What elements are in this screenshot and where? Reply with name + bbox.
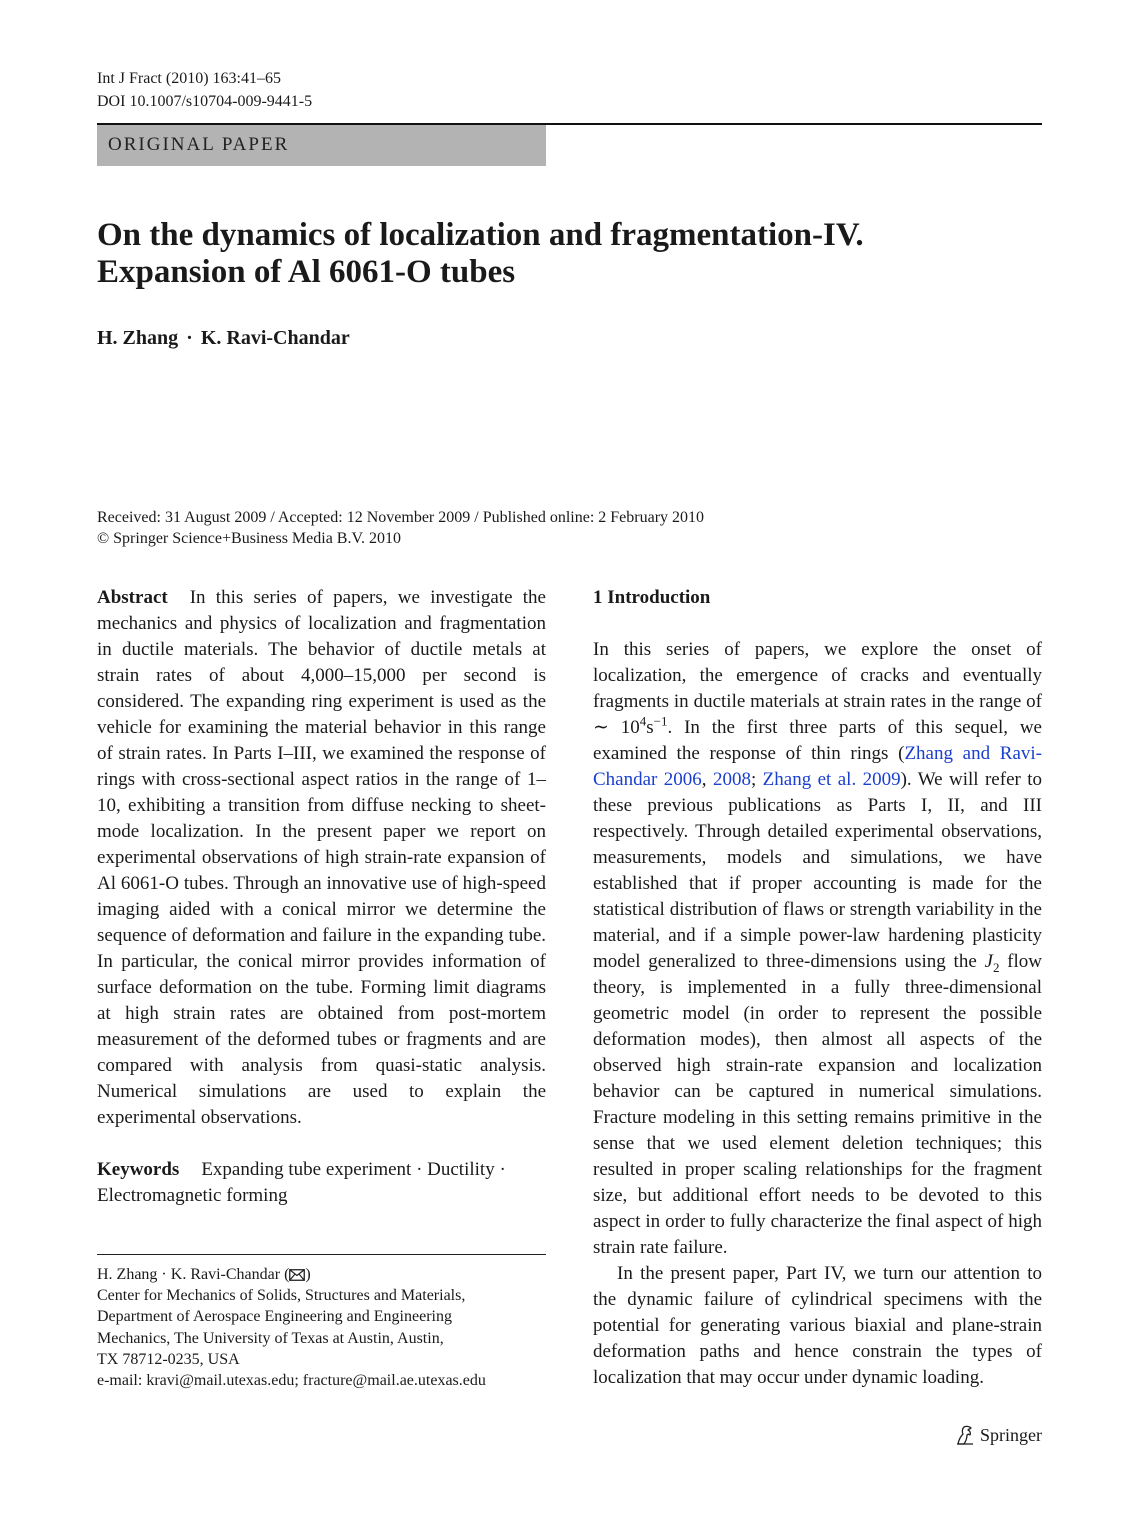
citation-link[interactable]: 2008	[712, 769, 751, 790]
right-column	[593, 585, 1042, 1391]
publisher-name: Springer	[980, 1424, 1042, 1445]
abstract-heading: Abstract	[97, 587, 168, 608]
author-separator: ·	[186, 327, 193, 349]
paper-title	[97, 217, 1042, 291]
affiliation-line: Mechanics, The University of Texas at Austin, Austin,	[97, 1329, 444, 1347]
citation-link[interactable]: Zhang and Ravi-Chandar 2006	[593, 743, 1043, 790]
affiliation-line: TX 78712-0235, USA	[97, 1350, 240, 1368]
citation-link[interactable]: Zhang et al. 2009	[762, 769, 901, 790]
section-heading-introduction: 1 Introduction	[593, 587, 711, 608]
date-history: Received: 31 August 2009 / Accepted: 12 November 2009 / Published online: 2 February 2010	[97, 509, 705, 526]
author-affiliation	[97, 1264, 546, 1391]
affiliation-authors: H. Zhang · K. Ravi-Chandar ( )	[97, 1266, 311, 1283]
publication-dates	[97, 507, 1042, 549]
journal-header	[97, 67, 312, 113]
springer-horse-icon	[954, 1424, 976, 1446]
article-type-label: ORIGINAL PAPER	[108, 134, 290, 155]
keywords-text: Expanding tube experiment · Ductility · Electromagnetic forming	[97, 1159, 506, 1206]
keywords	[97, 1157, 546, 1209]
abstract	[97, 585, 546, 1131]
introduction-paragraph-1: In this series of papers, we explore the onset of localization, the emergence of cracks and eventually fragments in ductile materials at strain rates in the range of ∼ $10^4s^{-1}$. In the first three parts of this sequel, we examined the response of thin rings (Zhang and Ravi-Chandar 2006, 2008; Zhang et al. 2009). We will refer to these previous publications as Parts I, II, and III respectively. Through detailed experimental observations, measurements, models and simulations, we have established that if proper accounting is made for the statistical distribution of flaws or strength variability in the material, and if a simple power-law hardening plasticity model generalized to three-dimensions using the $J_2$ flow theory, is implemented in a fully three-dimensional geometric model (in order to represent the possible deformation modes), then almost all aspects of the observed high strain-rate expansion and localization behavior can be captured in numerical simulations. Fracture modeling in this setting remains primitive in the sense that we used element deletion techniques; this resulted in proper scaling relationships for the fragment size, but additional effort needs to be devoted to this aspect in order to fully characterize the final aspect of high strain rate failure.	[593, 639, 1043, 1258]
publisher-logo	[954, 1424, 1042, 1446]
paper-title-line1: On the dynamics of localization and fragmentation-IV.	[97, 217, 864, 253]
introduction-paragraph-2: In the present paper, Part IV, we turn our attention to the dynamic failure of cylindrical specimens with the potential for generating various biaxial and plane-strain deformation paths and hence constrain the types of localization that may occur under dynamic loading.	[593, 1263, 1042, 1388]
abstract-text: In this series of papers, we investigate the mechanics and physics of localization and fragmentation in ductile materials. The behavior of ductile metals at strain rates of about 4,000–15,000 per second is considered. The expanding ring experiment is used as the vehicle for examining the material behavior in this range of strain rates. In Parts I–III, we examined the response of rings with cross-sectional aspect ratios in the range of 1–10, exhibiting a transition from diffuse necking to sheet-mode localization. In the present paper we report on experimental observations of high strain-rate expansion of Al 6061-O tubes. Through an innovative use of high-speed imaging aided with a conical mirror we determine the sequence of deformation and failure in the expanding tube. In particular, the conical mirror provides information of surface deformation on the tube. Forming limit diagrams at high strain rates are obtained from post-mortem measurement of the deformed tubes or fragments and are compared with analysis from quasi-static analysis. Numerical simulations are used to explain the experimental observations.	[97, 587, 546, 1128]
affiliation-line: Department of Aerospace Engineering and Engineering	[97, 1308, 452, 1326]
j2-symbol: J	[984, 951, 993, 972]
author-name: H. Zhang	[97, 327, 179, 349]
footnote-rule	[97, 1254, 546, 1255]
affiliation-line: Center for Mechanics of Solids, Structures and Materials,	[97, 1287, 466, 1305]
author-list	[97, 327, 350, 350]
left-column	[97, 585, 546, 1209]
copyright-line: © Springer Science+Business Media B.V. 2010	[97, 530, 401, 547]
journal-doi: DOI 10.1007/s10704-009-9441-5	[97, 93, 313, 110]
author-name: K. Ravi-Chandar	[200, 327, 350, 349]
article-type-badge	[97, 125, 546, 166]
envelope-icon[interactable]	[289, 1269, 305, 1281]
keywords-heading: Keywords	[97, 1159, 180, 1180]
paper-title-line2: Expansion of Al 6061-O tubes	[97, 254, 516, 290]
affiliation-email[interactable]: e-mail: kravi@mail.utexas.edu; fracture@mail.ae.utexas.edu	[97, 1372, 486, 1390]
journal-citation: Int J Fract (2010) 163:41–65	[97, 70, 281, 87]
